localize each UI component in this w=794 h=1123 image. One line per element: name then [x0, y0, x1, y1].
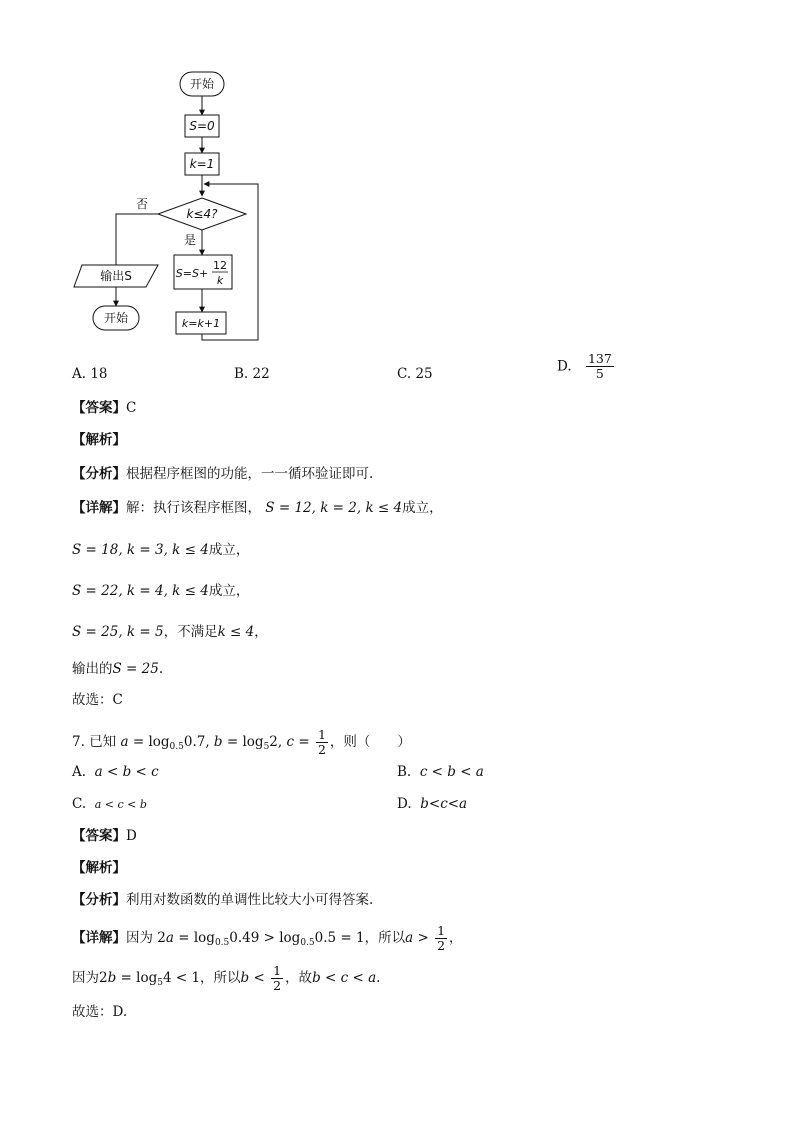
q7-fenxi: 【分析】利用对数函数的单调性比较大小可得答案. — [72, 892, 374, 908]
no-label: 否 — [135, 197, 149, 211]
q7-xiangjie-line2: 因为$2b = \log_54 < 1$，所以b < $\frac{1}{2}$ ，故b < c < a. — [72, 963, 381, 993]
program-flowchart — [60, 60, 320, 360]
update-s-den: k — [216, 274, 224, 287]
start-label: 开始 — [189, 77, 215, 91]
q7-option-b: B. c < b < a — [397, 764, 484, 780]
q7-answer: 【答案】D — [72, 828, 137, 844]
q6-option-b: B. 22 — [234, 366, 270, 382]
q7-xiangjie-line1: 【详解】因为 $2a = \log_{0.5}0.49 > \log_{0.5}0.5 = 1$，所以a > $\frac{1}{2}$ ， — [72, 923, 463, 953]
q6-option-a: A. 18 — [72, 366, 108, 382]
q7-choose: 故选：D. — [72, 1004, 128, 1020]
yes-label: 是 — [183, 233, 197, 247]
q6-step3: S = 22, k = 4, k ≤ 4成立， — [72, 583, 250, 599]
update-k-label: k=k+1 — [181, 317, 221, 330]
end-label: 开始 — [103, 311, 129, 325]
q6-option-d: D. $\frac{137}{5}$ — [557, 351, 612, 381]
q6-choose: 故选：C — [72, 692, 123, 708]
update-s-num: 12 — [213, 259, 227, 272]
q6-fenxi: 【分析】根据程序框图的功能，一一循环验证即可. — [72, 466, 374, 482]
q7-option-a: A. a < b < c — [72, 764, 159, 780]
q7-stem: 7. 已知 $a = \log_{0.5}0.7$, $b = \log_52$, c = $\frac{1}{2}$ ，则（ ） — [72, 727, 411, 757]
s-init-label: S=0 — [189, 119, 215, 133]
q6-analysis-tag: 【解析】 — [72, 432, 126, 448]
q6-step2: S = 18, k = 3, k ≤ 4成立， — [72, 542, 250, 558]
q6-option-c: C. 25 — [397, 366, 433, 382]
k-init-label: k=1 — [189, 157, 215, 171]
update-s-left: S=S+ — [175, 267, 209, 280]
q6-answer: 【答案】C — [72, 400, 137, 416]
q6-step4: S = 25, k = 5，不满足k ≤ 4， — [72, 624, 268, 640]
q7-option-c: C. a < c < b — [72, 796, 147, 812]
output-label: 输出S — [100, 269, 132, 283]
q6-output: 输出的S = 25. — [72, 661, 164, 677]
q7-analysis-tag: 【解析】 — [72, 860, 126, 876]
condition-label: k≤4? — [186, 207, 218, 221]
q7-option-d: D. b<c<a — [397, 796, 468, 812]
q6-xiangjie: 【详解】解：执行该程序框图， S = 12, k = 2, k ≤ 4成立， — [72, 500, 443, 516]
